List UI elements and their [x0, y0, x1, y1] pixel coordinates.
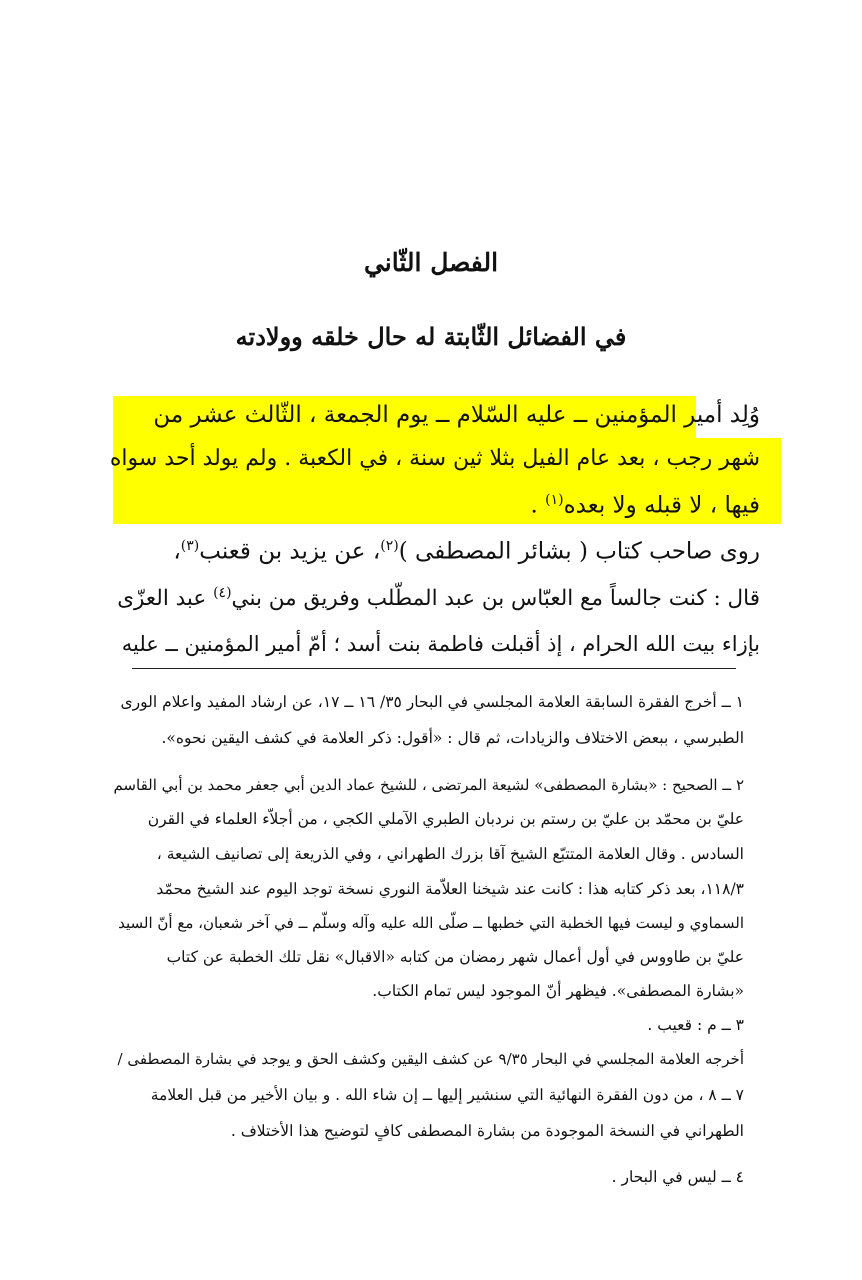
narration-line-3: بإزاء بيت الله الحرام ، إذ أقبلت فاطمة بنت أسد ؛ أمّ أمير المؤمنين ــ عليه [121, 632, 760, 656]
highlighted-line-3-text: فيها ، لا قبله ولا بعده [563, 492, 760, 519]
footnote-line: ١١٨/٣، بعد ذكر كتابه هذا : كانت عند شيخنا العلاّمة النوري نسخة توجد اليوم عند الشيخ محمّد [156, 880, 744, 898]
footnote-line: ٣ ــ م : قعيب . [647, 1016, 744, 1034]
footnote-line: السادس . وقال العلامة المتتبّع الشيخ آقا بزرك الطهراني ، وفي الذريعة إلى تصانيف الشيعة ، [156, 845, 744, 863]
footnote-divider [132, 668, 736, 669]
chapter-subtitle: في الفضائل الثّابتة له حال خلقه وولادته [235, 322, 627, 351]
narration-line-1-a: روى صاحب كتاب ( بشائر المصطفى ) [398, 538, 760, 565]
footnote-line: ٧ ــ ٨ ، من دون الفقرة النهائية التي سنشير إليها ــ إن شاء الله . و بيان الأخير من قبل العلامة [150, 1086, 744, 1104]
highlighted-line-3-end: . [530, 492, 546, 519]
footnote-line: «بشارة المصطفى». فيظهر أنّ الموجود ليس تمام الكتاب. [372, 982, 744, 1000]
narration-line-2 [110, 585, 760, 611]
footnote-line: ٢ ــ الصحيح : «بشارة المصطفى» لشيعة المرتضى ، للشيخ عماد الدين أبي جعفر محمد بن أبي القاسم [113, 776, 744, 794]
footnote-line: عليّ بن محمّد بن عليّ بن رستم بن نردبان الطبري الآملي الكجي ، من أجلاّء العلماء في القرن [147, 810, 744, 828]
narration-line-2-b: عبد العزّى [117, 586, 214, 612]
footnote-line: عليّ بن طاووس في أول أعمال شهر رمضان من كتابه «الاقبال» نقل تلك الخطبة عن كتاب [166, 948, 744, 966]
footnote-line: ١ ــ أخرج الفقرة السابقة العلامة المجلسي في البحار ٣٥/ ١٦ ــ ١٧، عن ارشاد المفيد واعلام الورى [120, 693, 744, 711]
footnote-ref-2[interactable]: (٢) [380, 538, 399, 554]
narration-line-1-b: ، عن يزيد بن قعنب [199, 538, 381, 565]
chapter-title: الفصل الثّاني [363, 248, 499, 277]
highlighted-line-1: وُلِد أمير المؤمنين ــ عليه السّلام ــ يوم الجمعة ، الثّالث عشر من [153, 402, 760, 428]
footnote-line: الطبرسي ، ببعض الاختلاف والزيادات، ثم قال : «أقول: ذكر العلامة في كشف اليقين نحوه». [161, 729, 744, 747]
footnote-ref-4[interactable]: (٤) [213, 585, 232, 601]
footnote-line: ٤ ــ ليس في البحار . [611, 1168, 744, 1186]
footnote-ref-1[interactable]: (١) [545, 492, 564, 508]
footnote-line: أخرجه العلامة المجلسي في البحار ٩/٣٥ عن كشف اليقين وكشف الحق و يوجد في بشارة المصطفى / [117, 1050, 744, 1068]
narration-line-2-a: قال : كنت جالساً مع العبّاس بن عبد المطّلب وفريق من بني [231, 586, 760, 612]
footnote-ref-3[interactable]: (٣) [180, 538, 200, 554]
highlighted-line-2: شهر رجب ، بعد عام الفيل بثلا ثين سنة ، في الكعبة . ولم يولد أحد سواه [109, 446, 760, 471]
footnote-line: السماوي و ليست فيها الخطبة التي خطبها ــ صلّى الله عليه وآله وسلّم ــ في آخر شعبان، مع أنّ السيد [118, 914, 744, 932]
narration-line-1-c: ، [173, 538, 181, 565]
highlighted-line-3 [110, 492, 760, 519]
footnote-line: الطهراني في النسخة الموجودة من بشارة المصطفى كافٍ لتوضيح هذا الأختلاف . [230, 1122, 744, 1140]
narration-line-1 [110, 538, 760, 565]
